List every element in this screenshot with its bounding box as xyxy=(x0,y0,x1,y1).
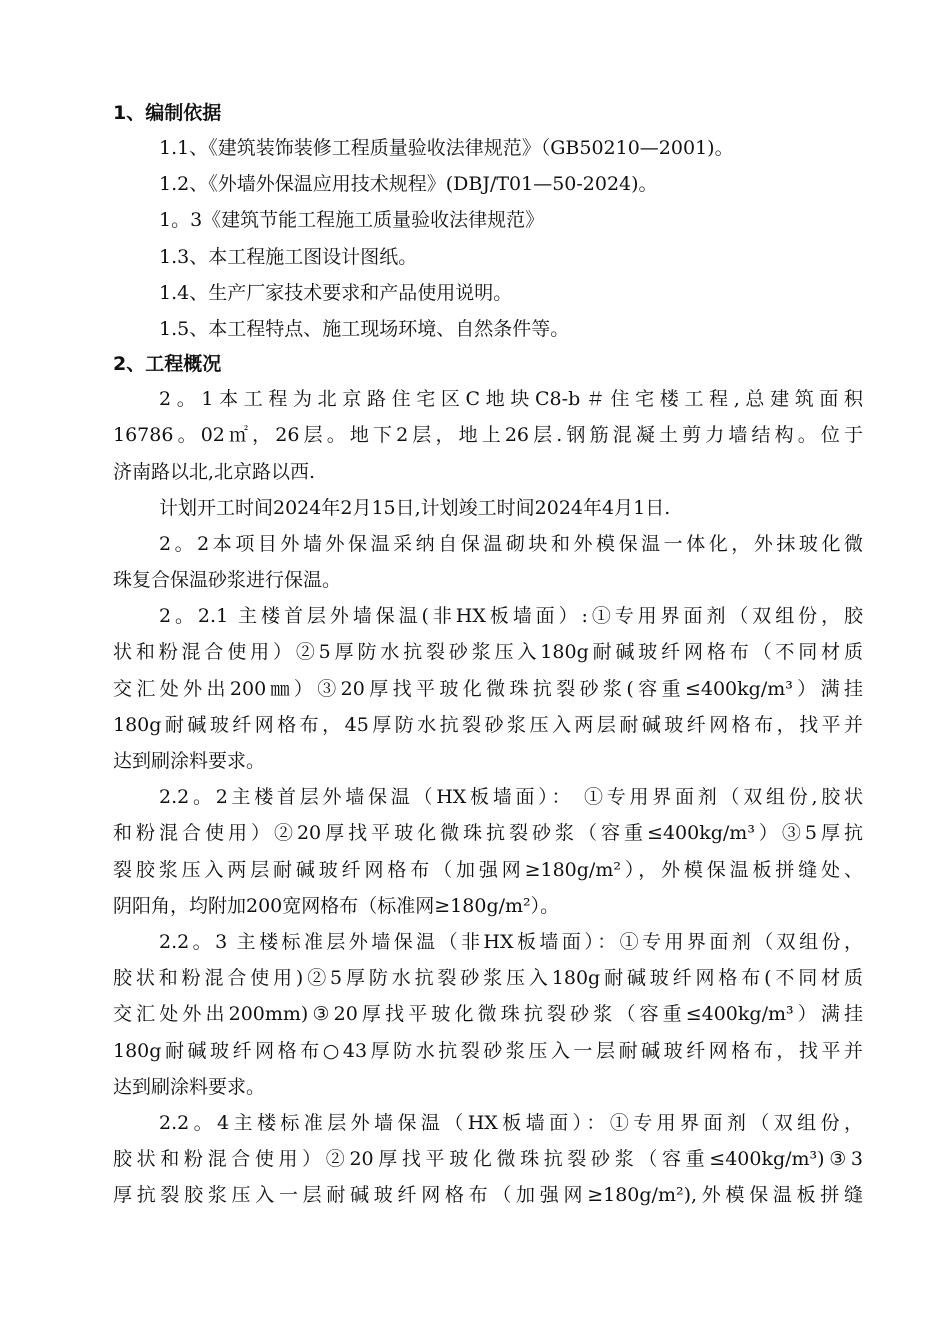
text-line: 达到刷涂料要求。 xyxy=(113,750,266,772)
document-body xyxy=(113,96,863,1213)
text-line: 2.2。3 主楼标准层外墙保温（非HX板墙面）：①专用界面剂（双组份， xyxy=(159,930,863,953)
basis-item-1-4: 1.4、生产厂家技术要求和产品使用说明。 xyxy=(159,281,513,304)
basis-item-1-5: 1.5、本工程特点、施工现场环境、自然条件等。 xyxy=(159,317,570,340)
paragraph-2-2 xyxy=(113,526,863,598)
text-line: 16786。02㎡，26层。地下2层，地上26层.钢筋混凝土剪力墙结构。位于 xyxy=(113,424,863,447)
text-line: 交汇处外出200㎜）③20厚找平玻化微珠抗裂砂浆(容重≤400kg/m³）满挂 xyxy=(113,677,863,700)
text-line: 状和粉混合使用）②5厚防水抗裂砂浆压入180g耐碱玻纤网格布（不同材质 xyxy=(113,641,863,664)
text-line: 交汇处外出200mm)③20厚找平玻化微珠抗裂砂浆（容重≤400kg/m³）满挂 xyxy=(113,1003,863,1026)
text-line: 胶状和粉混合使用)②5厚防水抗裂砂浆压入180g耐碱玻纤网格布(不同材质 xyxy=(113,967,863,990)
text-line: 2.2。4主楼标准层外墙保温（HX板墙面）：①专用界面剂（双组份， xyxy=(159,1111,863,1134)
text-line: 2。1本工程为北京路住宅区C地块C8-b＃住宅楼工程,总建筑面积 xyxy=(159,388,863,411)
text-line: 济南路以北,北京路以西. xyxy=(113,460,316,483)
text-line: 2。2.1 主楼首层外墙保温(非HX板墙面）:①专用界面剂（双组份，胶 xyxy=(159,605,863,628)
basis-item-1-2: 1.2、《外墙外保温应用技术规程》(DBJ/T01—50-2024)。 xyxy=(159,173,658,196)
paragraph-2-2-4 xyxy=(113,1105,863,1214)
basis-item-1-1: 1.1、《建筑装饰装修工程质量验收法律规范》（GB50210—2001)。 xyxy=(159,137,734,159)
text-line: 裂胶浆压入两层耐碱玻纤网格布（加强网≥180g/m²），外模保温板拼缝处、 xyxy=(113,858,863,881)
text-line: 珠复合保温砂浆进行保温。 xyxy=(113,569,342,592)
paragraph-2-2-2 xyxy=(113,779,863,924)
text-line: 胶状和粉混合使用）②20厚找平玻化微珠抗裂砂浆（容重≤400kg/m³)③3 xyxy=(113,1148,863,1171)
section-heading-overview: 2、工程概况 xyxy=(113,353,222,376)
text-line: 2。2本项目外墙外保温采纳自保温砌块和外模保温一体化，外抹玻化微 xyxy=(159,532,863,555)
paragraph-2-2-1 xyxy=(113,598,863,779)
text-line: 达到刷涂料要求。 xyxy=(113,1075,266,1098)
text-line: 厚抗裂胶浆压入一层耐碱玻纤网格布（加强网≥180g/m²),外模保温板拼缝 xyxy=(113,1184,863,1207)
paragraph-schedule xyxy=(113,490,863,526)
text-line: 180g耐碱玻纤网格布，45厚防水抗裂砂浆压入两层耐碱玻纤网格布，找平并 xyxy=(113,713,863,736)
text-line: 和粉混合使用）②20厚找平玻化微珠抗裂砂浆（容重≤400kg/m³）③5厚抗 xyxy=(113,822,863,845)
text-line: 180g耐碱玻纤网格布○43厚防水抗裂砂浆压入一层耐碱玻纤网格布，找平并 xyxy=(113,1039,863,1062)
section-heading-basis: 1、编制依据 xyxy=(113,102,222,124)
basis-item-1-3b: 1.3、本工程施工图设计图纸。 xyxy=(159,245,418,268)
text-line: 阴阳角，均附加200宽网格布（标准网≥180g/m²）。 xyxy=(113,894,560,917)
paragraph-2-1 xyxy=(113,381,863,490)
paragraph-2-2-3 xyxy=(113,924,863,1105)
text-line: 计划开工时间2024年2月15日,计划竣工时间2024年4月1日. xyxy=(159,496,671,519)
basis-item-1-3a: 1。3《建筑节能工程施工质量验收法律规范》 xyxy=(159,209,545,232)
text-line: 2.2。2主楼首层外墙保温（HX板墙面）： ①专用界面剂（双组份,胶状 xyxy=(159,786,863,809)
